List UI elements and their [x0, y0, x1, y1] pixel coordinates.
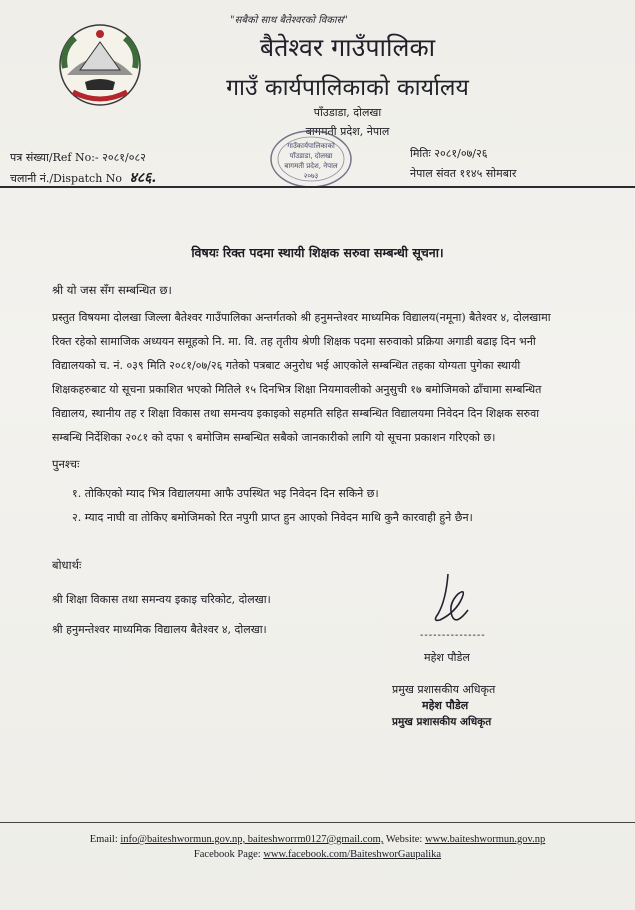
- body-line: विद्यालय, स्थानीय तह र शिक्षा विकास तथा समन्वय इकाइको सहमति सहित सम्बन्धित विद्यालयमा निवेदन दिन शिक्षक सरुवा: [52, 407, 540, 420]
- postscript-item: १. तोकिएको म्याद भित्र विद्यालयमा आफै उपस्थित भइ निवेदन दिन सकिने छ।: [72, 487, 379, 500]
- email-label: Email:: [89, 834, 121, 845]
- date-text: मितिः २०८१/०७/२६: [410, 147, 488, 160]
- postscript-label: पुनश्चः: [52, 457, 80, 471]
- address-line-1: पाँउडाडा, दोलखा: [313, 106, 382, 119]
- footer-facebook: [0, 849, 635, 860]
- footer-divider: [0, 822, 635, 823]
- date-block: [410, 144, 516, 184]
- address-line-2: बागमती प्रदेश, नेपाल: [305, 125, 390, 138]
- reference-block: [10, 148, 156, 189]
- municipality-title: बैतेश्वर गाउँपालिका: [259, 33, 436, 62]
- body-line: रिक्त रहेको सामाजिक अध्ययन समूहको नि. मा. वि. तह तृतीय श्रेणी शिक्षक पदमा सरुवाको प्रक्रिया अगाडी बढाइ दिन भनी: [52, 335, 536, 348]
- salutation: श्री यो जस सँग सम्बन्धित छ।: [52, 283, 172, 297]
- header-divider: [0, 186, 635, 188]
- website-link[interactable]: www.baiteshwormun.gov.np: [424, 834, 546, 845]
- cc-item: श्री हनुमन्तेश्वर माध्यमिक विद्यालय बैतेश्वर ४, दोलखा।: [52, 623, 267, 636]
- cc-label: बोधार्थः: [52, 558, 82, 572]
- body-line: सम्बन्धि निर्देशिका २०८१ को दफा ९ बमोजिम सम्बन्धित सबैको जानकारीको लागि यो सूचना प्रकाशन गरिएको छ।: [52, 431, 496, 444]
- ref-number: पत्र संख्या/Ref No:- २०८१/०८२: [10, 151, 146, 164]
- stamp-text-1: गाउँकार्यपालिकाको: [287, 142, 335, 150]
- body-line: शिक्षकहरुबाट यो सूचना प्रकाशित भएको मितिले १५ दिनभित्र शिक्षा नियमावलीको अनुसुची १७ बमोजिमको ढाँचामा सम्बन्धित: [52, 383, 542, 396]
- subject-line: विषयः रिक्त पदमा स्थायी शिक्षक सरुवा सम्बन्धी सूचना।: [191, 245, 444, 260]
- officer-stamp-name: महेश पौडेल: [422, 699, 469, 712]
- dispatch-value: ४८६.: [129, 170, 157, 186]
- signatory-name: महेश पौडेल: [424, 651, 470, 664]
- facebook-label: Facebook Page:: [193, 849, 264, 860]
- signature-scribble-icon: [418, 570, 488, 630]
- officer-stamp: [392, 682, 495, 730]
- stamp-text-3: बागमती प्रदेश, नेपाल: [284, 162, 338, 170]
- facebook-link[interactable]: www.facebook.com/BaiteshworGaupalika: [263, 849, 442, 860]
- website-label: Website:: [383, 834, 425, 845]
- dispatch-label: चलानी नं./Dispatch No: [10, 172, 123, 185]
- body-paragraph: [52, 306, 572, 450]
- postscript-item: २. म्याद नाघी वा तोकिए बमोजिमको रित नपुगी प्राप्त हुन आएको निवेदन माथि कुनै कारवाही हुने छैन।: [72, 511, 473, 524]
- footer-contact: [0, 834, 635, 845]
- office-stamp: [266, 128, 356, 190]
- signature-line: ---------------: [420, 630, 486, 641]
- officer-stamp-title: प्रमुख प्रशासकीय अधिकृत: [392, 716, 492, 728]
- nepal-sambat-text: नेपाल संवत ११४५ सोमबार: [410, 167, 517, 180]
- email-link[interactable]: info@baiteshwormun.gov.np, baiteshworrm0127@gmail.com,: [120, 834, 384, 845]
- tagline: "सबैको साथ बैतेश्वरको विकास": [230, 15, 348, 26]
- stamp-text-2: पाँउडाडा, दोलखा: [289, 152, 333, 160]
- officer-title: प्रमुख प्रशासकीय अधिकृत: [392, 683, 496, 696]
- stamp-text-4: २०७३: [303, 172, 319, 180]
- cc-item: श्री शिक्षा विकास तथा समन्वय इकाइ चरिकोट, दोलखा।: [52, 593, 271, 606]
- body-line: प्रस्तुत विषयमा दोलखा जिल्ला बैतेश्वर गाउँपालिका अन्तर्गतको श्री हनुमन्तेश्वर माध्यमिक विद्यालय(नमूना) बैतेश्वर ४, दोलखामा: [52, 311, 551, 324]
- office-title: गाउँ कार्यपालिकाको कार्यालय: [226, 75, 469, 101]
- body-line: विद्यालयको च. नं. ०३९ मिति २०८१/०७/२६ गतेको पत्रबाट अनुरोध भई आएकोले सम्बन्धित तहका योग्यता पुगेका स्थायी: [52, 359, 521, 372]
